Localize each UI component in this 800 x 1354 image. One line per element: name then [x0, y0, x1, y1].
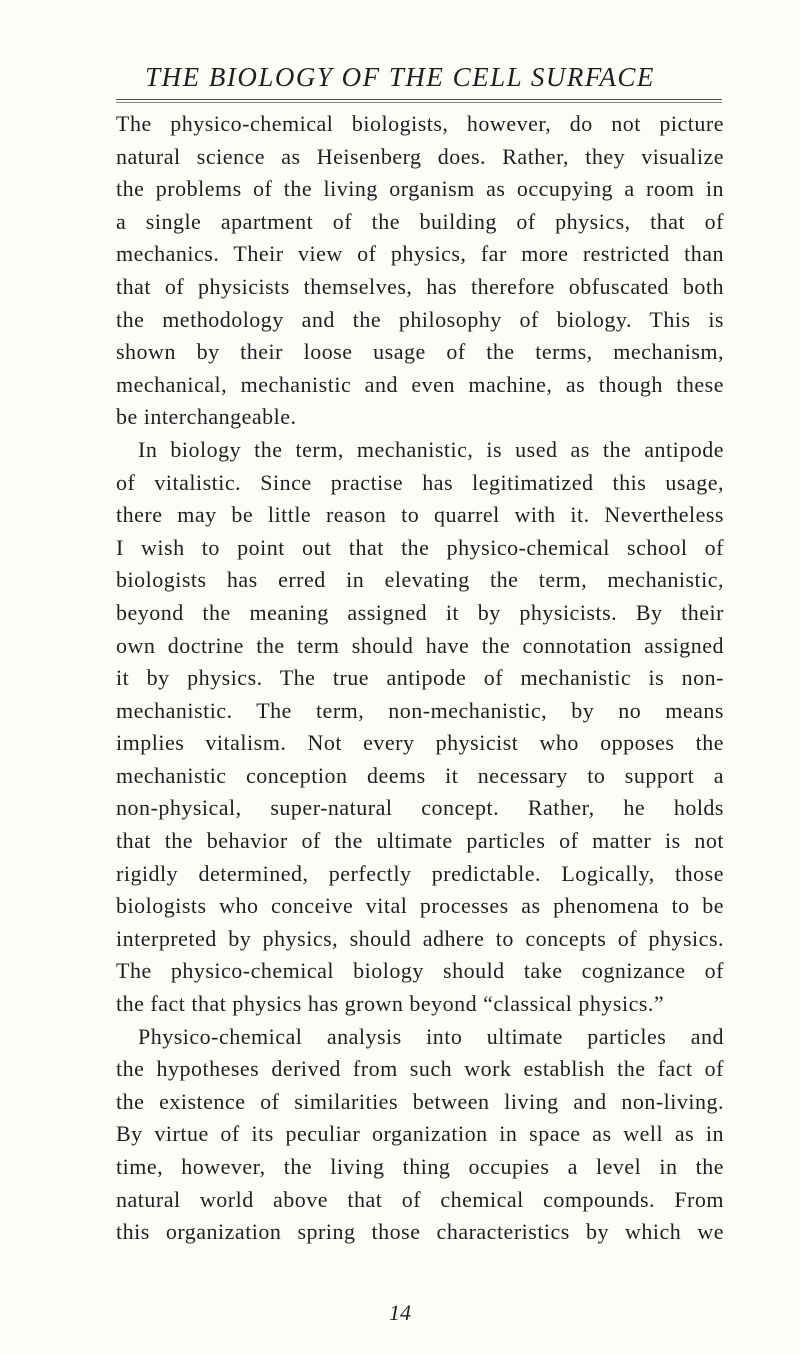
- text-line: the problems of the living organism as occupying a room in: [116, 176, 724, 202]
- text-line: mechanistic. The term, non-mechanistic, by no means: [116, 697, 724, 723]
- text-line: biologists has erred in elevating the term, mechanistic,: [116, 567, 724, 593]
- text-line: rigidly determined, perfectly predictable. Logically, those: [116, 860, 724, 886]
- text-line: mechanistic conception deems it necessary to support a: [116, 762, 724, 788]
- text-line: there may be little reason to quarrel with it. Nevertheless: [116, 502, 724, 528]
- text-line: the existence of similarities between living and non-living.: [116, 1088, 724, 1114]
- paragraph-3: [116, 1021, 724, 1249]
- text-line: natural world above that of chemical compounds. From: [116, 1186, 724, 1212]
- text-line: be interchangeable.: [116, 404, 297, 430]
- text-line: The physico-chemical biology should take cognizance of: [116, 958, 724, 984]
- text-line: Physico-chemical analysis into ultimate particles and: [138, 1023, 724, 1049]
- text-line: interpreted by physics, should adhere to concepts of physics.: [116, 925, 724, 951]
- text-line: the fact that physics has grown beyond “classical physics.”: [116, 991, 665, 1017]
- text-line: a single apartment of the building of physics, that of: [116, 208, 724, 234]
- text-line: I wish to point out that the physico-chemical school of: [116, 534, 724, 560]
- text-line: mechanical, mechanistic and even machine, as though these: [116, 371, 724, 397]
- text-line: it by physics. The true antipode of mechanistic is non-: [116, 665, 724, 691]
- text-line: In biology the term, mechanistic, is used as the antipode: [138, 436, 724, 462]
- header-rule-secondary: [116, 102, 722, 103]
- text-line: of vitalistic. Since practise has legitimatized this usage,: [116, 469, 724, 495]
- header-rule: [116, 99, 722, 100]
- text-line: the hypotheses derived from such work establish the fact of: [116, 1056, 724, 1082]
- text-line: natural science as Heisenberg does. Rather, they visualize: [116, 143, 724, 169]
- page-number: 14: [389, 1300, 411, 1325]
- text-line: that the behavior of the ultimate particles of matter is not: [116, 828, 724, 854]
- text-line: time, however, the living thing occupies a level in the: [116, 1154, 724, 1179]
- text-line: the methodology and the philosophy of biology. This is: [116, 306, 724, 332]
- text-line: this organization spring those characteristics by which we: [116, 1219, 724, 1245]
- text-line: The physico-chemical biologists, however, do not picture: [116, 111, 724, 136]
- text-line: shown by their loose usage of the terms, mechanism,: [116, 339, 724, 365]
- paragraph-1: [116, 108, 724, 434]
- text-line: By virtue of its peculiar organization in space as well as in: [116, 1121, 724, 1147]
- text-line: implies vitalism. Not every physicist who opposes the: [116, 730, 724, 756]
- text-line: beyond the meaning assigned it by physicists. By their: [116, 599, 724, 625]
- body-text: [116, 108, 724, 1249]
- text-line: mechanics. Their view of physics, far more restricted than: [116, 241, 724, 267]
- text-line: that of physicists themselves, has therefore obfuscated both: [116, 273, 724, 299]
- text-line: non-physical, super-natural concept. Rather, he holds: [116, 795, 724, 821]
- paragraph-2: [116, 434, 724, 1021]
- running-head: THE BIOLOGY OF THE CELL SURFACE: [145, 62, 655, 92]
- text-line: own doctrine the term should have the connotation assigned: [116, 632, 724, 658]
- text-line: biologists who conceive vital processes as phenomena to be: [116, 893, 724, 919]
